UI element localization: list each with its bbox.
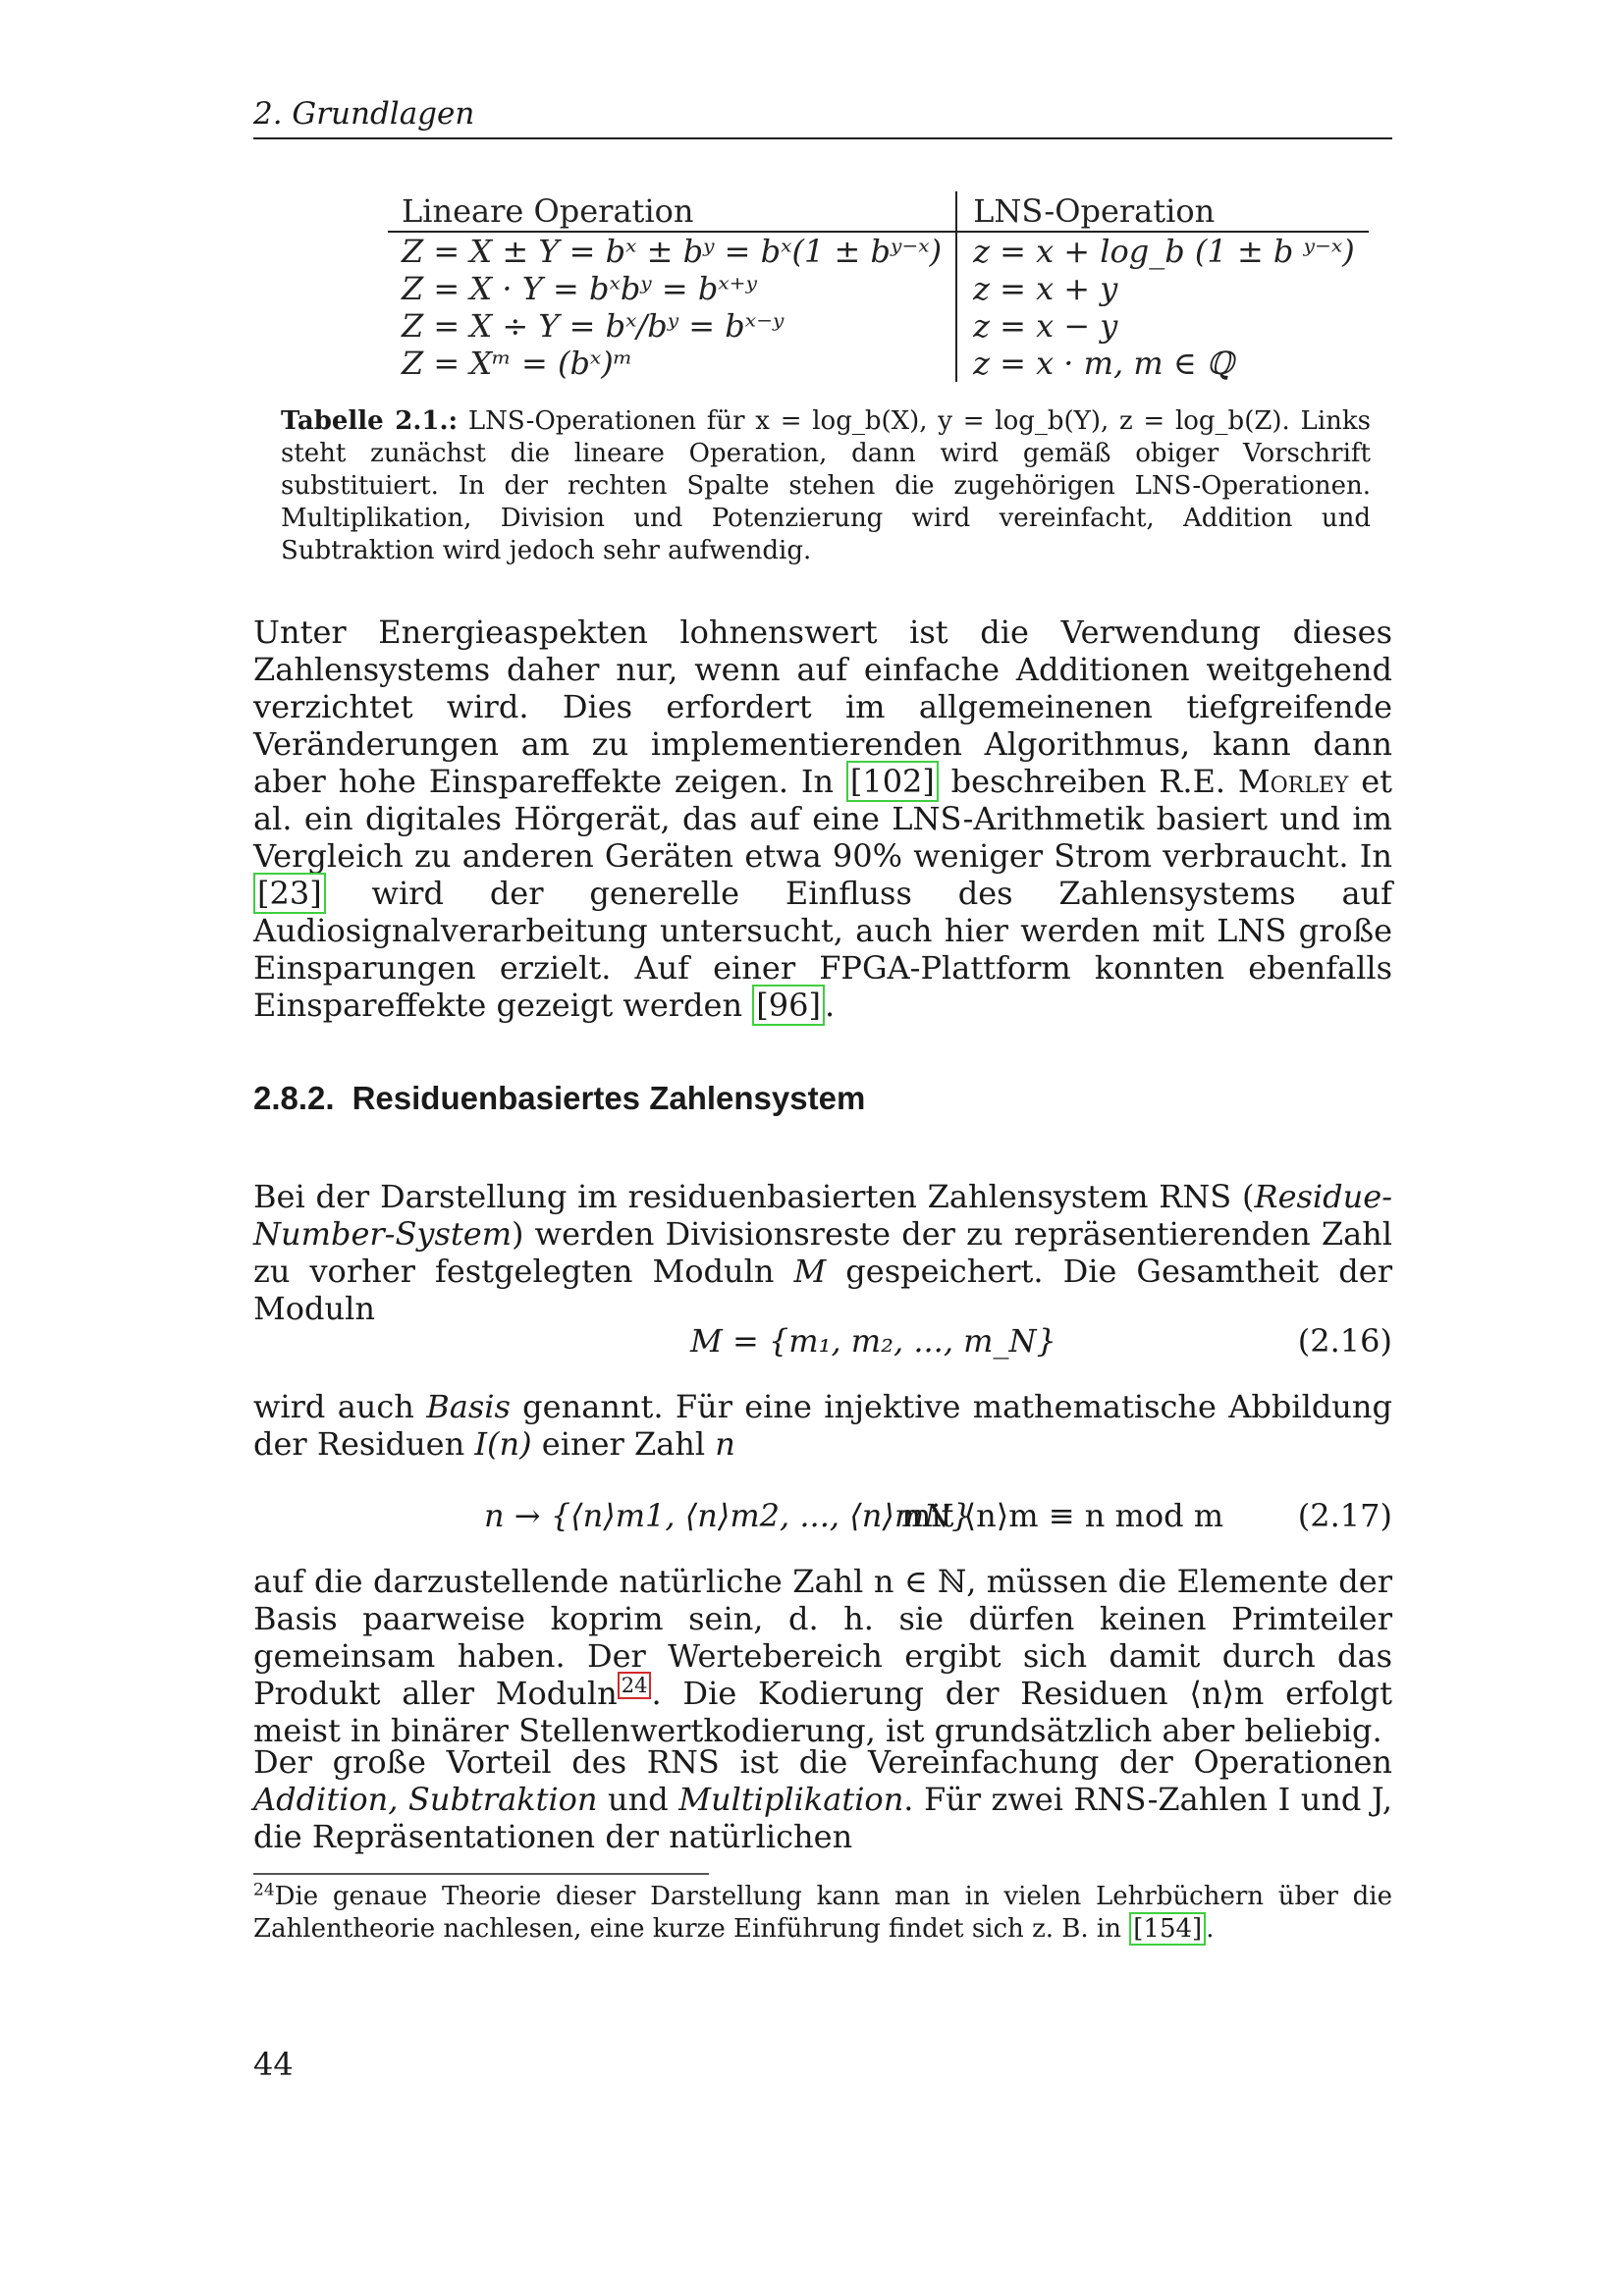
text: und — [597, 1781, 679, 1818]
text: beschreiben R.E. — [938, 763, 1238, 800]
caption-label: Tabelle 2.1.: — [281, 406, 459, 436]
paragraph-basis — [253, 1388, 1392, 1463]
text: . Die Kodierung der Residuen ⟨n⟩m erfolgt meist in binärer Stellenwertkodierung, ist grundsätzlich aber beliebig. — [253, 1675, 1393, 1749]
paragraph-rns-intro — [253, 1178, 1392, 1327]
paragraph-energy — [253, 614, 1392, 1024]
equation-expression: M = {m₁, m₂, ..., m_N} — [690, 1322, 1056, 1360]
table-cell-linear: Z = Xᵐ = (bˣ)ᵐ — [388, 345, 956, 382]
equation-number: (2.17) — [1297, 1497, 1392, 1534]
paragraph-advantage — [253, 1743, 1392, 1855]
table-cell-lns: z = x + log_b (1 ± b ʸ⁻ˣ) — [973, 233, 1355, 270]
equation-expression: n → {⟨n⟩m1, ⟨n⟩m2, ..., ⟨n⟩mN} — [484, 1497, 972, 1534]
running-head: 2. Grundlagen — [253, 96, 475, 132]
text: et al. ein digitales Hörgerät, das auf eine LNS-Arithmetik basiert und im Vergleich zu anderen Geräten etwa 90% weniger Strom verbraucht. In — [253, 763, 1393, 875]
table-cell-linear: Z = X ± Y = bˣ ± bʸ = bˣ(1 ± bʸ⁻ˣ) — [388, 232, 956, 270]
table-row — [388, 232, 1369, 270]
text: wird auch — [253, 1388, 427, 1425]
citation-link[interactable]: [102] — [846, 761, 939, 802]
footnote-rule — [253, 1873, 709, 1875]
footnote-text: Die genaue Theorie dieser Darstellung kann man in vielen Lehrbüchern über die Zahlentheorie nachlesen, eine kurze Einführung findet sich z. B. in — [253, 1882, 1392, 1944]
math-symbol: M — [793, 1253, 827, 1290]
citation-link[interactable]: [154] — [1129, 1912, 1206, 1946]
page-number: 44 — [253, 2046, 294, 2083]
equation-number: (2.16) — [1297, 1322, 1392, 1360]
footnote-reference[interactable]: 24 — [618, 1672, 652, 1699]
footnote-mark: 24 — [253, 1880, 275, 1900]
emphasis: Multiplikation — [678, 1781, 904, 1818]
header-rule — [253, 137, 1392, 139]
table-header-linear: Lineare Operation — [388, 191, 956, 232]
author-name: Morley — [1237, 763, 1349, 800]
table-row — [388, 307, 1369, 345]
table-caption — [281, 405, 1371, 567]
text: einer Zahl — [531, 1425, 716, 1463]
table-cell-lns: z = x − y — [973, 307, 1118, 345]
section-title: Residuenbasiertes Zahlensystem — [352, 1080, 866, 1116]
text: genannt. Für eine injektive mathematische Abbildung der Residuen — [253, 1388, 1393, 1463]
citation-link[interactable]: [96] — [752, 985, 825, 1026]
text: auf die darzustellende natürliche Zahl n ∈ ℕ, müssen die Elemente der Basis paarweise koprim sein, d. h. sie dürfen keinen Primteiler gemeinsam haben. Der Wertebereich ergibt sich damit durch das Produkt aller Moduln — [253, 1563, 1392, 1712]
table-row — [388, 345, 1369, 382]
math-symbol: I(n) — [474, 1425, 532, 1463]
text: Bei der Darstellung im residuenbasierten Zahlensystem RNS ( — [253, 1178, 1255, 1215]
table-header-lns: LNS-Operation — [956, 191, 1369, 232]
math-symbol: n — [715, 1425, 735, 1463]
table-cell-lns: z = x · m, m ∈ ℚ — [973, 345, 1234, 382]
text: wird der generelle Einfluss des Zahlensystems auf Audiosignalverarbeitung untersucht, auch hier werden mit LNS große Einsparungen erzielt. Auf einer FPGA-Plattform konnten ebenfalls Einspareffekte gezeigt werden — [253, 875, 1392, 1024]
table-cell-lns: z = x + y — [973, 270, 1118, 307]
paragraph-coprime — [253, 1563, 1392, 1749]
table-row — [388, 270, 1369, 307]
text: gespeichert. Die Gesamtheit der Moduln — [253, 1253, 1393, 1327]
caption-text: LNS-Operationen für x = log_b(X), y = log_b(Y), z = log_b(Z). Links steht zunächst die lineare Operation, dann wird gemäß obiger Vorschrift substituiert. In der rechten Spalte stehen die zugehörigen LNS-Operationen. Multiplikation, Division und Potenzierung wird vereinfacht, Addition und Subtraktion wird jedoch sehr aufwendig. — [281, 406, 1371, 565]
table-cell-linear: Z = X · Y = bˣbʸ = bˣ⁺ʸ — [388, 270, 956, 307]
emphasis: Residue-Number-System — [253, 1178, 1392, 1253]
text: . Für zwei RNS-Zahlen I und J, die Repräsentationen der natürlichen — [253, 1781, 1393, 1855]
section-number: 2.8.2. — [253, 1080, 335, 1116]
emphasis: Basis — [426, 1388, 511, 1425]
text: Unter Energieaspekten lohnenswert ist die Verwendung dieses Zahlensystems daher nur, wenn auf einfache Additionen weitgehend verzichtet wird. Dies erfordert im allgemeinenen tiefgreifende Veränderungen am zu implementierenden Algorithmus, kann dann aber hohe Einspareffekte zeigen. In — [253, 614, 1392, 800]
text: . — [824, 987, 836, 1024]
footnote — [253, 1881, 1392, 1946]
lns-operations-table — [388, 191, 1369, 382]
table-header-row — [388, 191, 1369, 232]
table-cell-linear: Z = X ÷ Y = bˣ/bʸ = bˣ⁻ʸ — [388, 307, 956, 345]
text: Der große Vorteil des RNS ist die Vereinfachung der Operationen — [253, 1743, 1392, 1781]
text: ) werden Divisionsreste der zu repräsentierenden Zahl zu vorher festgelegten Moduln — [253, 1215, 1392, 1290]
footnote-text: . — [1206, 1914, 1215, 1944]
equation-condition: mit ⟨n⟩m ≡ n mod m — [901, 1497, 1224, 1534]
equation-2-17 — [253, 1494, 1392, 1537]
emphasis: Addition, Subtraktion — [253, 1781, 598, 1818]
equation-2-16 — [253, 1319, 1392, 1362]
section-heading — [253, 1077, 1392, 1120]
citation-link[interactable]: [23] — [253, 873, 326, 914]
